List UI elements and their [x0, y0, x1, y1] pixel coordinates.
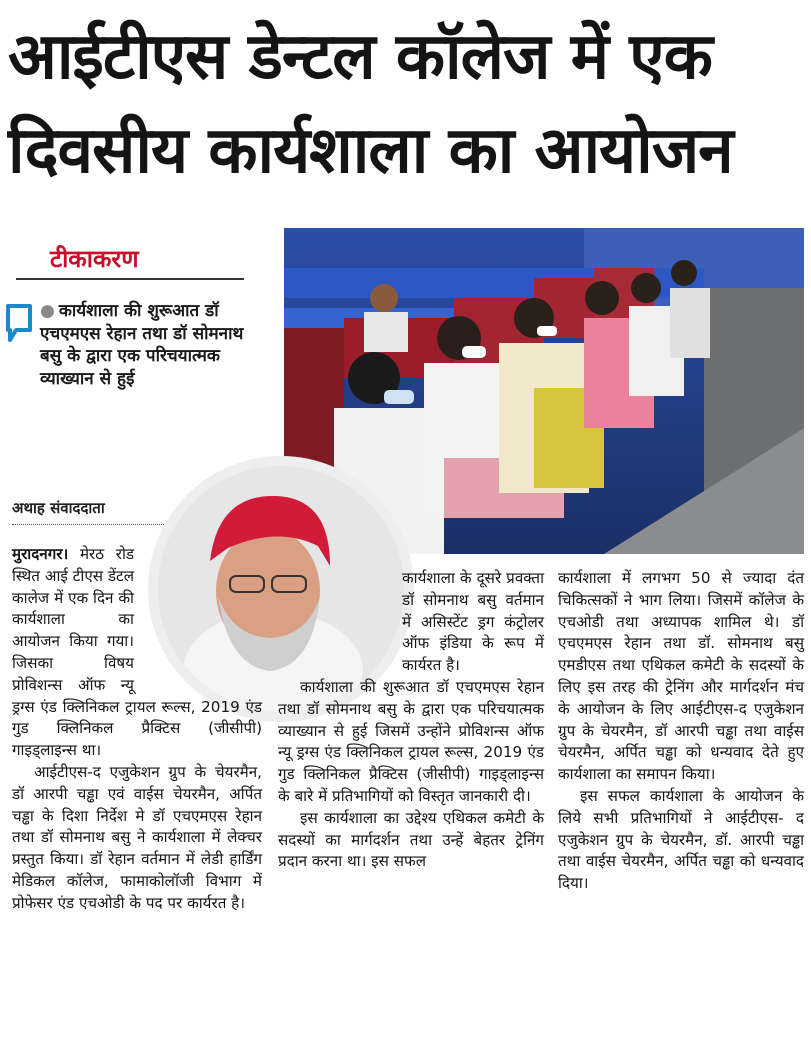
article-column-1: [12, 544, 262, 915]
headline: [8, 10, 808, 198]
article-column-3: [558, 568, 804, 895]
inset-wrap-space-2: [278, 568, 402, 672]
column-2-paragraph-3: इस कार्यशाला का उद्देश्य एथिकल कमेटी के सदस्यों का मार्गदर्शन तथा उन्हें बेहतर ट्रेनिंग प्रदान करना था। इस सफल: [278, 808, 544, 871]
article-column-2: [278, 568, 544, 873]
column-3-paragraph-1: कार्यशाला में लगभग 50 से ज्यादा दंत चिकित्सकों ने भाग लिया। जिसमें कॉलेज के एचओडी तथा अध्यापक शामिल थे। डॉ एचएमएस रेहान तथा डॉ. सोमनाथ बसु एमडीएस तथा एथिकल कमेटी के सदस्यों के लिए इस तरह की ट्रेनिंग और मार्गदर्शन मंच के आयोजन के लिए आईटीएस-द एजुकेशन ग्रुप के चेयरमैन, डॉ आरपी चड्ढा तथा वाईस चेयरमैन, अर्पित चड्ढा को धन्यवाद देते हुए कार्यशाला का समापन किया।: [558, 569, 804, 784]
column-3-paragraph-2: इस सफल कार्यशाला के आयोजन के लिये सभी प्रतिभागियों ने आईटीएस- द एजुकेशन ग्रुप के चेयरमैन, डॉ. आरपी चड्ढा तथा वाईस चेयरमैन, अर्पित चड्ढा को धन्यवाद दिया।: [558, 786, 804, 893]
quote-box-icon: [6, 304, 32, 344]
inset-wrap-space: [134, 544, 262, 694]
highlight-text: कार्यशाला की शुरूआत डॉ एचएमएस रेहान तथा डॉ सोमनाथ बसु के द्वारा एक परिचयात्मक व्याख्यान से हुई: [40, 301, 244, 389]
column-2-paragraph-1: कार्यशाला के दूसरे प्रवक्ता डॉ सोमनाथ बसु वर्तमान में असिस्टेंट ड्रग कंट्रोलर ऑफ इंडिया के रूप में कार्यरत है।: [402, 569, 544, 675]
headline-line-2: दिवसीय कार्यशाला का आयोजन: [8, 114, 733, 188]
bullet-icon: ●: [40, 301, 55, 321]
column-1-paragraph-2: आईटीएस-द एजुकेशन ग्रुप के चेयरमैन, डॉ आरपी चड्ढा एवं वाईस चेयरमैन, अर्पित चड्ढा के दिशा निर्देश मे डॉ एचएमएस रेहान तथा डॉ सोमनाथ बसु ने कार्यशाला में लेक्चर प्रस्तुत किया। डॉ रेहान वर्तमान में लेडी हार्डिंग मेडिकल कॉलेज, फामाकोलॉजी विभाग में प्रोफेसर एंड एचओडी के पद पर कार्यरत है।: [12, 762, 262, 912]
column-2-paragraph-2: कार्यशाला की शुरूआत डॉ एचएमएस रेहान तथा डॉ सोमनाथ बसु के द्वारा एक परिचयात्मक व्याख्यान से हुई जिसमें उन्होंने प्रोविशन्स ऑफ न्यू ड्रग्स एंड क्लिनिकल ट्रायल रूल्स, 2019 एंड गुड क्लिनिकल प्रैक्टिस (जीसीपी) गाइड्लाइन्स के बारे में प्रतिभागियों को विस्तृत जानकारी दी।: [278, 677, 544, 805]
highlight-quote: [40, 300, 262, 390]
dateline: मुरादनगर।: [12, 545, 69, 563]
section-tag-label: टीकाकरण: [50, 245, 139, 273]
column-1-paragraph-1-text: मेरठ रोड स्थित आई टीएस डेंटल कालेज में एक दिन की कार्यशाला का आयोजन किया गया। जिसका विषय प्रोविशन्स ऑफ न्यू ड्रग्स एंड क्लिनिकल ट्रायल रूल्स, 2019 एंड गुड क्लिनिकल प्रैक्टिस (जीसीपी) गाइड्लाइन्स था।: [12, 545, 262, 760]
section-tag: [16, 244, 244, 280]
byline: अथाह संवाददाता: [12, 498, 164, 525]
headline-line-1: आईटीएस डेन्टल कॉलेज में एक: [8, 20, 712, 94]
